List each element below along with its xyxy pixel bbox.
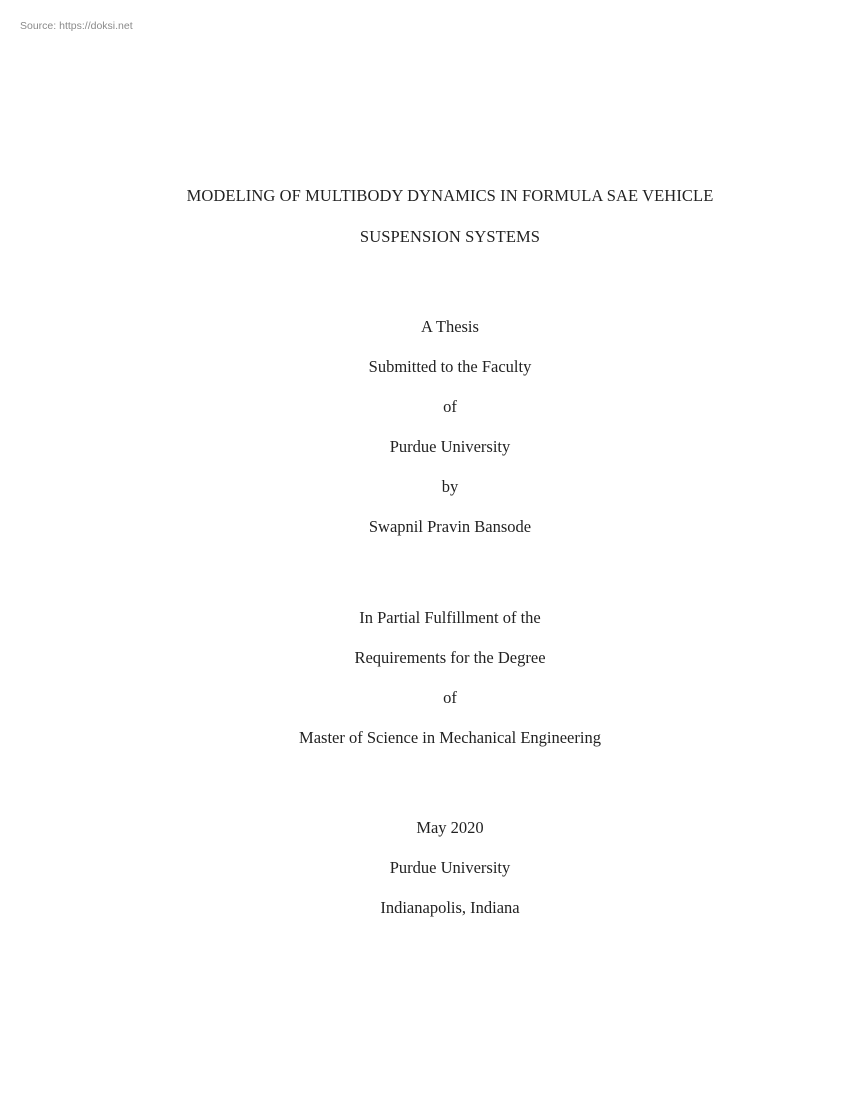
submitted-line: Submitted to the Faculty: [368, 357, 532, 376]
source-watermark: Source: https://doksi.net: [20, 20, 133, 32]
fulfillment-line-2: Requirements for the Degree: [354, 648, 546, 667]
fulfillment-line-1: In Partial Fulfillment of the: [359, 608, 541, 627]
thesis-title-line-1: MODELING OF MULTIBODY DYNAMICS IN FORMULA SAE VEHICLE: [186, 186, 714, 205]
publisher-location: Indianapolis, Indiana: [380, 898, 520, 917]
author-name: Swapnil Pravin Bansode: [368, 517, 532, 536]
publisher-university: Purdue University: [389, 858, 511, 877]
degree-name: Master of Science in Mechanical Engineering: [299, 728, 601, 747]
submission-date: May 2020: [416, 818, 484, 837]
of-connector-2: of: [443, 688, 457, 707]
thesis-title-line-2: SUSPENSION SYSTEMS: [359, 227, 541, 246]
institution: Purdue University: [389, 437, 511, 456]
of-connector-1: of: [443, 397, 457, 416]
document-type: A Thesis: [421, 317, 479, 336]
by-connector: by: [441, 477, 459, 496]
